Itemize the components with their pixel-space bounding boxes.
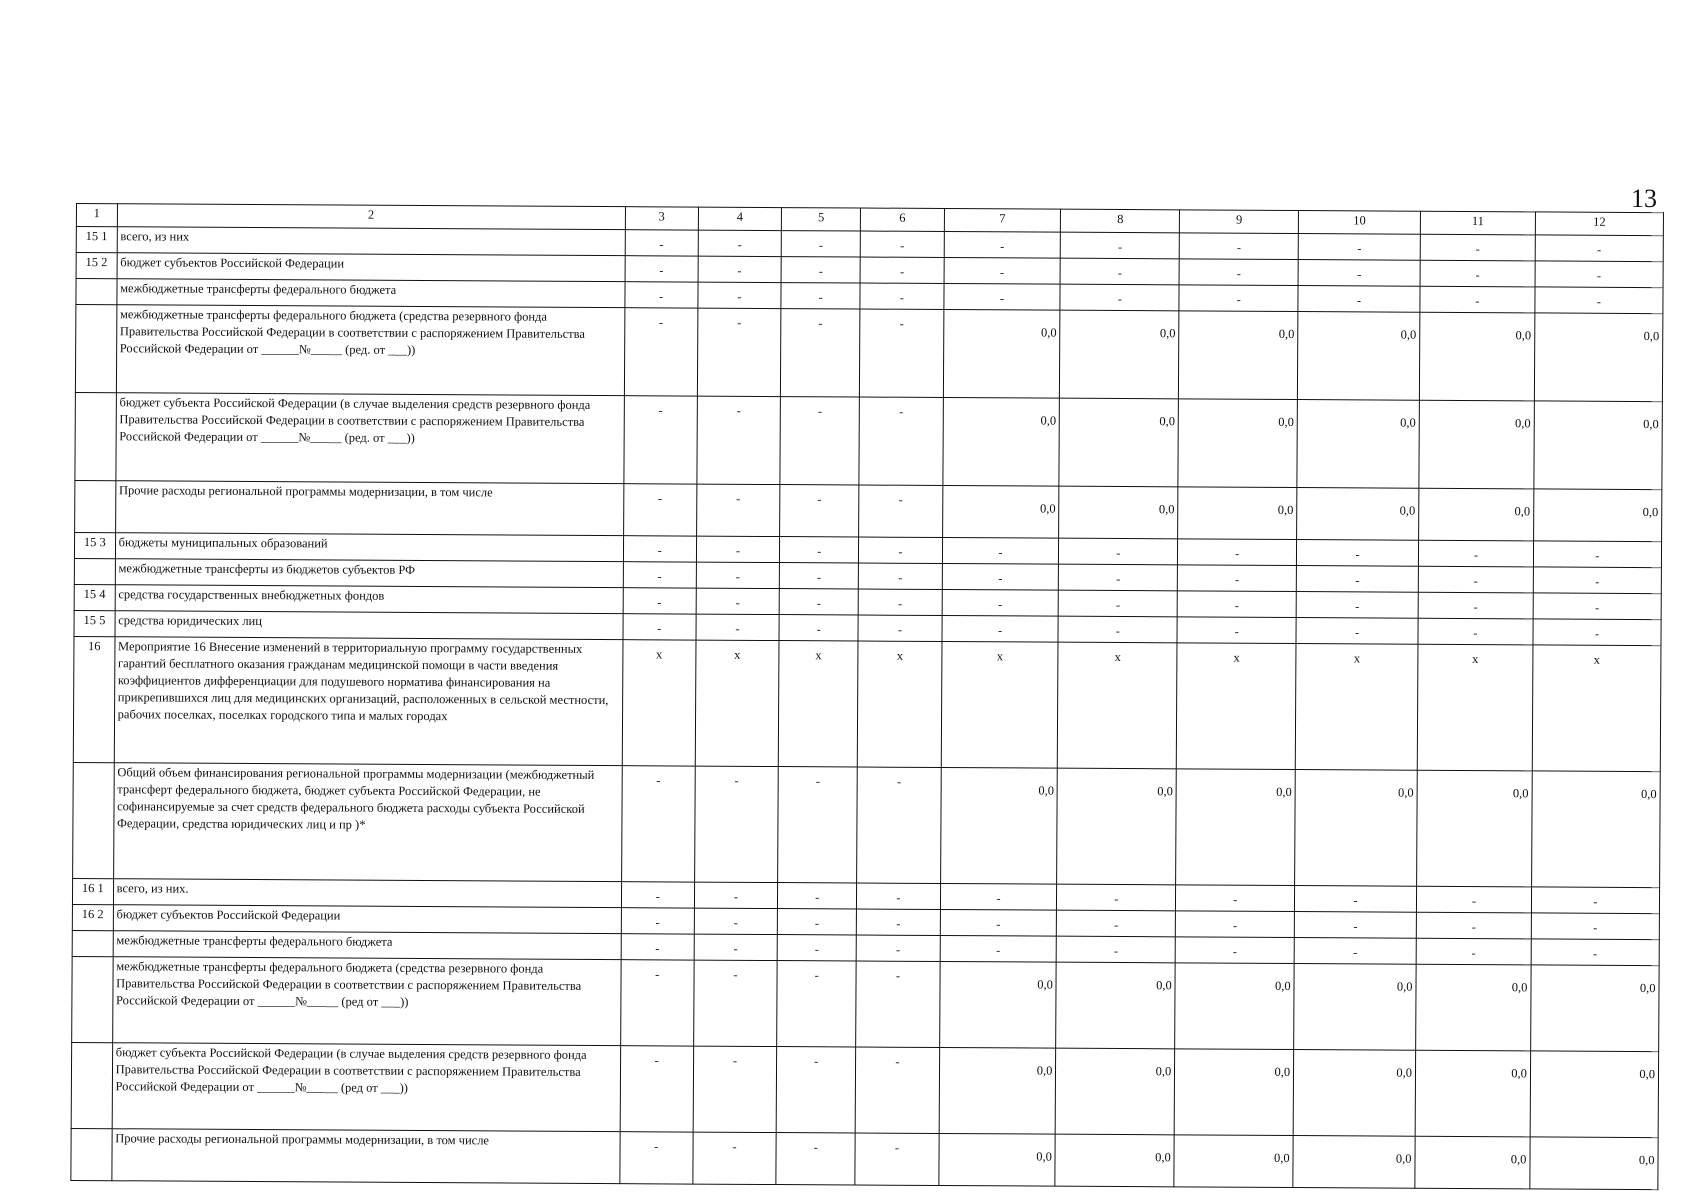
table-row — [73, 636, 1661, 771]
row-description: всего, из них — [117, 227, 625, 256]
value-cell: - — [1059, 590, 1178, 617]
row-description: бюджет субъекта Российской Федерации (в случае выделения средств резервного фонда Правительства Российской Федерации в соответствии с распоряжением Правительства Российской Федерации от ______№_____ (ред от ___)) — [112, 1043, 620, 1132]
value-cell: 0,0 — [1057, 768, 1177, 885]
table-row — [75, 480, 1662, 541]
value-cell: 0,0 — [942, 397, 1059, 486]
row-description: Общий объем финансирования региональной программы модернизации (межбюджетный трансферт федерального бюджета, бюджет субъекта Российской Федерации, не софинансируемые за счет средств федерального бюджета расходы субъекта Российской Федерации, средства юридических лиц и пр )* — [113, 763, 622, 882]
value-cell: - — [1416, 912, 1531, 939]
value-cell: - — [777, 909, 856, 935]
value-cell: x — [1295, 644, 1418, 771]
value-cell: - — [1177, 591, 1296, 618]
value-cell: - — [1296, 566, 1418, 593]
value-cell: - — [855, 1047, 939, 1133]
value-cell: - — [623, 536, 696, 562]
value-cell: - — [859, 397, 943, 485]
value-cell: - — [1057, 910, 1176, 937]
value-cell: - — [778, 767, 858, 883]
value-cell: - — [625, 230, 698, 256]
row-description: межбюджетные трансферты из бюджетов субъектов РФ — [115, 559, 623, 588]
row-description: межбюджетные трансферты федерального бюджета — [113, 931, 621, 960]
value-cell: - — [1295, 886, 1417, 913]
value-cell: - — [942, 589, 1059, 616]
value-cell: - — [623, 614, 696, 640]
value-cell: - — [944, 257, 1061, 284]
value-cell: - — [1416, 938, 1531, 965]
column-header: 6 — [861, 208, 944, 231]
row-description: бюджеты муниципальных образований — [115, 533, 623, 562]
value-cell: - — [694, 882, 777, 908]
value-cell: - — [694, 934, 777, 960]
value-cell: - — [1531, 887, 1659, 914]
value-cell: - — [776, 1133, 856, 1185]
table-row — [71, 1128, 1658, 1189]
value-cell: - — [696, 614, 779, 640]
value-cell: 0,0 — [1416, 964, 1531, 1051]
value-cell: - — [1418, 540, 1533, 567]
value-cell: - — [624, 396, 698, 484]
value-cell: 0,0 — [1060, 310, 1179, 399]
row-number: 15 5 — [74, 610, 115, 636]
value-cell: - — [1416, 886, 1531, 913]
table-row — [72, 956, 1659, 1051]
value-cell: - — [697, 308, 781, 396]
value-cell: - — [1418, 592, 1533, 619]
value-cell: - — [1298, 286, 1420, 313]
row-description: Мероприятие 16 Внесение изменений в территориальную программу государственных гарантий бесплатного оказания гражданам медицинской помощи в части введения коэффициентов дифференциации для подушевого норматива финансирования на прикрепившихся лиц для медицинских организаций, расположенных в сельской местности, рабочих поселках, поселках городского типа и малых городах — [114, 637, 623, 766]
value-cell: - — [776, 1047, 856, 1133]
column-header: 1 — [76, 204, 117, 227]
value-cell: - — [1420, 260, 1535, 287]
value-cell: - — [1533, 619, 1661, 646]
value-cell: - — [1176, 885, 1295, 912]
value-cell: 0,0 — [1059, 486, 1178, 539]
value-cell: x — [941, 641, 1059, 768]
row-description: бюджет субъекта Российской Федерации (в случае выделения средств резервного фонда Правительства Российской Федерации в соответствии с распоряжением Правительства Российской Федерации от ______№_____ (ред. от ___)) — [116, 393, 624, 484]
value-cell: - — [779, 589, 858, 615]
value-cell: - — [696, 562, 779, 588]
value-cell: 0,0 — [943, 309, 1060, 398]
value-cell: - — [694, 908, 777, 934]
row-number: 15 2 — [76, 253, 117, 279]
value-cell: x — [778, 641, 858, 767]
value-cell: - — [1531, 939, 1659, 966]
value-cell: - — [1535, 261, 1663, 288]
value-cell: - — [624, 308, 698, 396]
value-cell: 0,0 — [1179, 311, 1298, 400]
value-cell: - — [696, 536, 779, 562]
value-cell: - — [858, 615, 941, 641]
value-cell: - — [1298, 260, 1420, 287]
row-number — [72, 956, 113, 1042]
table-body — [71, 227, 1663, 1190]
value-cell: - — [1178, 539, 1297, 566]
value-cell: - — [779, 563, 858, 589]
value-cell: - — [778, 883, 857, 909]
value-cell: - — [860, 257, 943, 283]
value-cell: - — [693, 1132, 777, 1184]
value-cell: 0,0 — [1530, 1051, 1659, 1138]
value-cell: x — [622, 640, 696, 766]
value-cell: 0,0 — [1294, 964, 1416, 1051]
value-cell: 0,0 — [1297, 400, 1419, 489]
value-cell: 0,0 — [940, 767, 1057, 884]
value-cell: - — [1533, 541, 1661, 568]
value-cell: - — [693, 960, 777, 1046]
value-cell: 0,0 — [1419, 400, 1534, 489]
value-cell: - — [940, 909, 1057, 936]
row-number — [75, 480, 116, 532]
row-number — [73, 762, 114, 878]
value-cell: - — [621, 908, 694, 934]
value-cell: - — [1420, 234, 1535, 261]
value-cell: 0,0 — [1415, 1050, 1530, 1137]
value-cell: 0,0 — [1295, 770, 1418, 887]
row-description: средства юридических лиц — [115, 611, 623, 640]
value-cell: - — [943, 283, 1060, 310]
value-cell: - — [620, 960, 694, 1046]
row-number: 16 1 — [72, 878, 113, 904]
value-cell: - — [857, 883, 940, 909]
row-number — [71, 1042, 112, 1128]
table-row — [73, 762, 1661, 887]
value-cell: - — [859, 537, 942, 563]
value-cell: - — [777, 935, 856, 961]
value-cell: - — [623, 588, 696, 614]
value-cell: 0,0 — [1056, 1048, 1175, 1135]
value-cell: - — [942, 537, 1059, 564]
value-cell: 0,0 — [1419, 312, 1534, 401]
value-cell: - — [698, 256, 781, 282]
value-cell: - — [1057, 884, 1176, 911]
value-cell: 0,0 — [1534, 313, 1663, 402]
value-cell: - — [1060, 284, 1179, 311]
value-cell: 0,0 — [1174, 1049, 1293, 1136]
row-description: Прочие расходы региональной программы модернизации, в том числе — [111, 1129, 619, 1184]
budget-table — [70, 203, 1664, 1190]
value-cell: - — [856, 961, 940, 1047]
value-cell: - — [1179, 233, 1298, 260]
value-cell: 0,0 — [939, 961, 1056, 1048]
value-cell: - — [1298, 234, 1420, 261]
row-number — [75, 305, 116, 393]
value-cell: - — [698, 230, 781, 256]
value-cell: - — [779, 615, 858, 641]
value-cell: - — [621, 934, 694, 960]
row-number — [71, 1128, 112, 1180]
value-cell: - — [696, 588, 779, 614]
value-cell: 0,0 — [1534, 401, 1663, 490]
column-header: 4 — [698, 207, 781, 230]
value-cell: 0,0 — [1293, 1136, 1415, 1189]
value-cell: - — [860, 309, 944, 397]
value-cell: - — [623, 562, 696, 588]
value-cell: - — [1533, 567, 1661, 594]
value-cell: - — [780, 485, 860, 537]
value-cell: - — [856, 935, 939, 961]
row-number: 15 1 — [76, 227, 117, 253]
value-cell: - — [1420, 286, 1535, 313]
value-cell: - — [781, 257, 860, 283]
value-cell: - — [1294, 912, 1416, 939]
column-header: 11 — [1420, 211, 1535, 235]
value-cell: - — [1418, 566, 1533, 593]
column-header: 9 — [1180, 210, 1299, 234]
value-cell: 0,0 — [1530, 1137, 1658, 1190]
row-number: 16 — [73, 636, 114, 762]
value-cell: 0,0 — [1531, 771, 1660, 888]
value-cell: - — [857, 767, 941, 883]
table-row — [71, 1042, 1658, 1137]
value-cell: - — [1294, 938, 1416, 965]
value-cell: 0,0 — [942, 485, 1059, 538]
row-number — [72, 930, 113, 956]
value-cell: - — [942, 563, 1059, 590]
column-header: 2 — [117, 204, 625, 230]
row-number — [76, 279, 117, 305]
value-cell: - — [860, 231, 943, 257]
value-cell: - — [1175, 937, 1294, 964]
value-cell: 0,0 — [1419, 488, 1534, 541]
row-description: межбюджетные трансферты федерального бюджета (средства резервного фонда Правительства Российской Федерации в соответствии с распоряжением Правительства Российской Федерации от ______№_____ (ред. от ___)) — [116, 305, 624, 396]
value-cell: - — [625, 282, 698, 308]
value-cell: 0,0 — [1417, 770, 1532, 887]
value-cell: - — [780, 309, 860, 397]
value-cell: - — [781, 231, 860, 257]
value-cell: x — [1417, 644, 1533, 771]
value-cell: - — [940, 935, 1057, 962]
value-cell: x — [1058, 642, 1178, 769]
value-cell: - — [780, 537, 859, 563]
value-cell: - — [1535, 287, 1663, 314]
value-cell: - — [780, 397, 860, 485]
value-cell: - — [1059, 538, 1178, 565]
table-row — [75, 305, 1662, 402]
row-description: Прочие расходы региональной программы модернизации, в том числе — [115, 481, 623, 536]
value-cell: - — [1177, 617, 1296, 644]
value-cell: x — [695, 640, 779, 766]
value-cell: 0,0 — [1174, 1135, 1293, 1188]
row-description: бюджет субъектов Российской Федерации — [117, 253, 625, 282]
value-cell: 0,0 — [1297, 488, 1419, 541]
value-cell: 0,0 — [1175, 963, 1294, 1050]
value-cell: - — [619, 1132, 692, 1184]
value-cell: 0,0 — [939, 1047, 1056, 1134]
value-cell: 0,0 — [1055, 1134, 1174, 1187]
column-header: 10 — [1298, 211, 1420, 235]
value-cell: 0,0 — [1178, 399, 1297, 488]
value-cell: - — [1057, 936, 1176, 963]
value-cell: 0,0 — [938, 1133, 1055, 1186]
value-cell: - — [1060, 258, 1179, 285]
table-row — [75, 392, 1662, 489]
value-cell: - — [1179, 285, 1298, 312]
column-header: 5 — [781, 208, 860, 231]
value-cell: - — [942, 615, 1059, 642]
value-cell: - — [625, 256, 698, 282]
row-number: 16 2 — [72, 904, 113, 930]
value-cell: - — [1531, 913, 1659, 940]
value-cell: - — [940, 883, 1057, 910]
value-cell: 0,0 — [1533, 489, 1661, 542]
value-cell: - — [696, 484, 780, 536]
value-cell: - — [1418, 618, 1533, 645]
value-cell: - — [1061, 232, 1180, 259]
value-cell: - — [1059, 564, 1178, 591]
value-cell: - — [781, 283, 860, 309]
value-cell: 0,0 — [1178, 487, 1297, 540]
value-cell: - — [1296, 618, 1418, 645]
row-description: средства государственных внебюджетных фондов — [115, 585, 623, 614]
value-cell: - — [859, 485, 943, 537]
value-cell: - — [860, 283, 943, 309]
value-cell: - — [1297, 540, 1419, 567]
value-cell: 0,0 — [1293, 1050, 1415, 1137]
row-description: всего, из них. — [113, 879, 621, 908]
value-cell: - — [621, 882, 694, 908]
value-cell: 0,0 — [1415, 1136, 1530, 1189]
value-cell: - — [944, 231, 1061, 258]
value-cell: 0,0 — [1298, 312, 1420, 401]
row-number: 15 4 — [74, 584, 115, 610]
value-cell: - — [1533, 593, 1661, 620]
value-cell: - — [693, 1046, 777, 1132]
value-cell: x — [1532, 645, 1661, 772]
column-header: 12 — [1535, 212, 1663, 236]
value-cell: - — [621, 766, 695, 882]
value-cell: - — [777, 961, 857, 1047]
value-cell: - — [1178, 565, 1297, 592]
value-cell: - — [698, 282, 781, 308]
value-cell: - — [1535, 235, 1663, 262]
column-header: 3 — [625, 207, 698, 230]
value-cell: 0,0 — [1056, 962, 1175, 1049]
value-cell: - — [858, 589, 941, 615]
row-number — [75, 392, 116, 480]
value-cell: - — [855, 1133, 939, 1185]
value-cell: - — [1058, 616, 1177, 643]
column-header: 7 — [944, 208, 1061, 232]
row-number: 15 3 — [74, 532, 115, 558]
value-cell: 0,0 — [1176, 769, 1296, 886]
value-cell: x — [1177, 643, 1297, 770]
value-cell: - — [859, 563, 942, 589]
row-description: межбюджетные трансферты федерального бюджета (средства резервного фонда Правительства Российской Федерации в соответствии с распоряжением Правительства Российской Федерации от ______№_____ (ред от ___)) — [112, 957, 620, 1046]
value-cell: - — [1296, 592, 1418, 619]
value-cell: - — [1176, 911, 1295, 938]
row-number — [74, 558, 115, 584]
column-header: 8 — [1061, 209, 1180, 233]
value-cell: 0,0 — [1530, 965, 1659, 1052]
value-cell: - — [620, 1046, 694, 1132]
row-description: бюджет субъектов Российской Федерации — [113, 905, 621, 934]
value-cell: - — [623, 484, 696, 536]
value-cell: x — [858, 641, 942, 767]
value-cell: - — [697, 396, 781, 484]
value-cell: - — [694, 766, 778, 882]
value-cell: - — [857, 909, 940, 935]
page-number: 13 — [1631, 184, 1657, 213]
row-description: межбюджетные трансферты федерального бюджета — [117, 279, 625, 308]
value-cell: 0,0 — [1059, 398, 1178, 487]
value-cell: - — [1179, 259, 1298, 286]
